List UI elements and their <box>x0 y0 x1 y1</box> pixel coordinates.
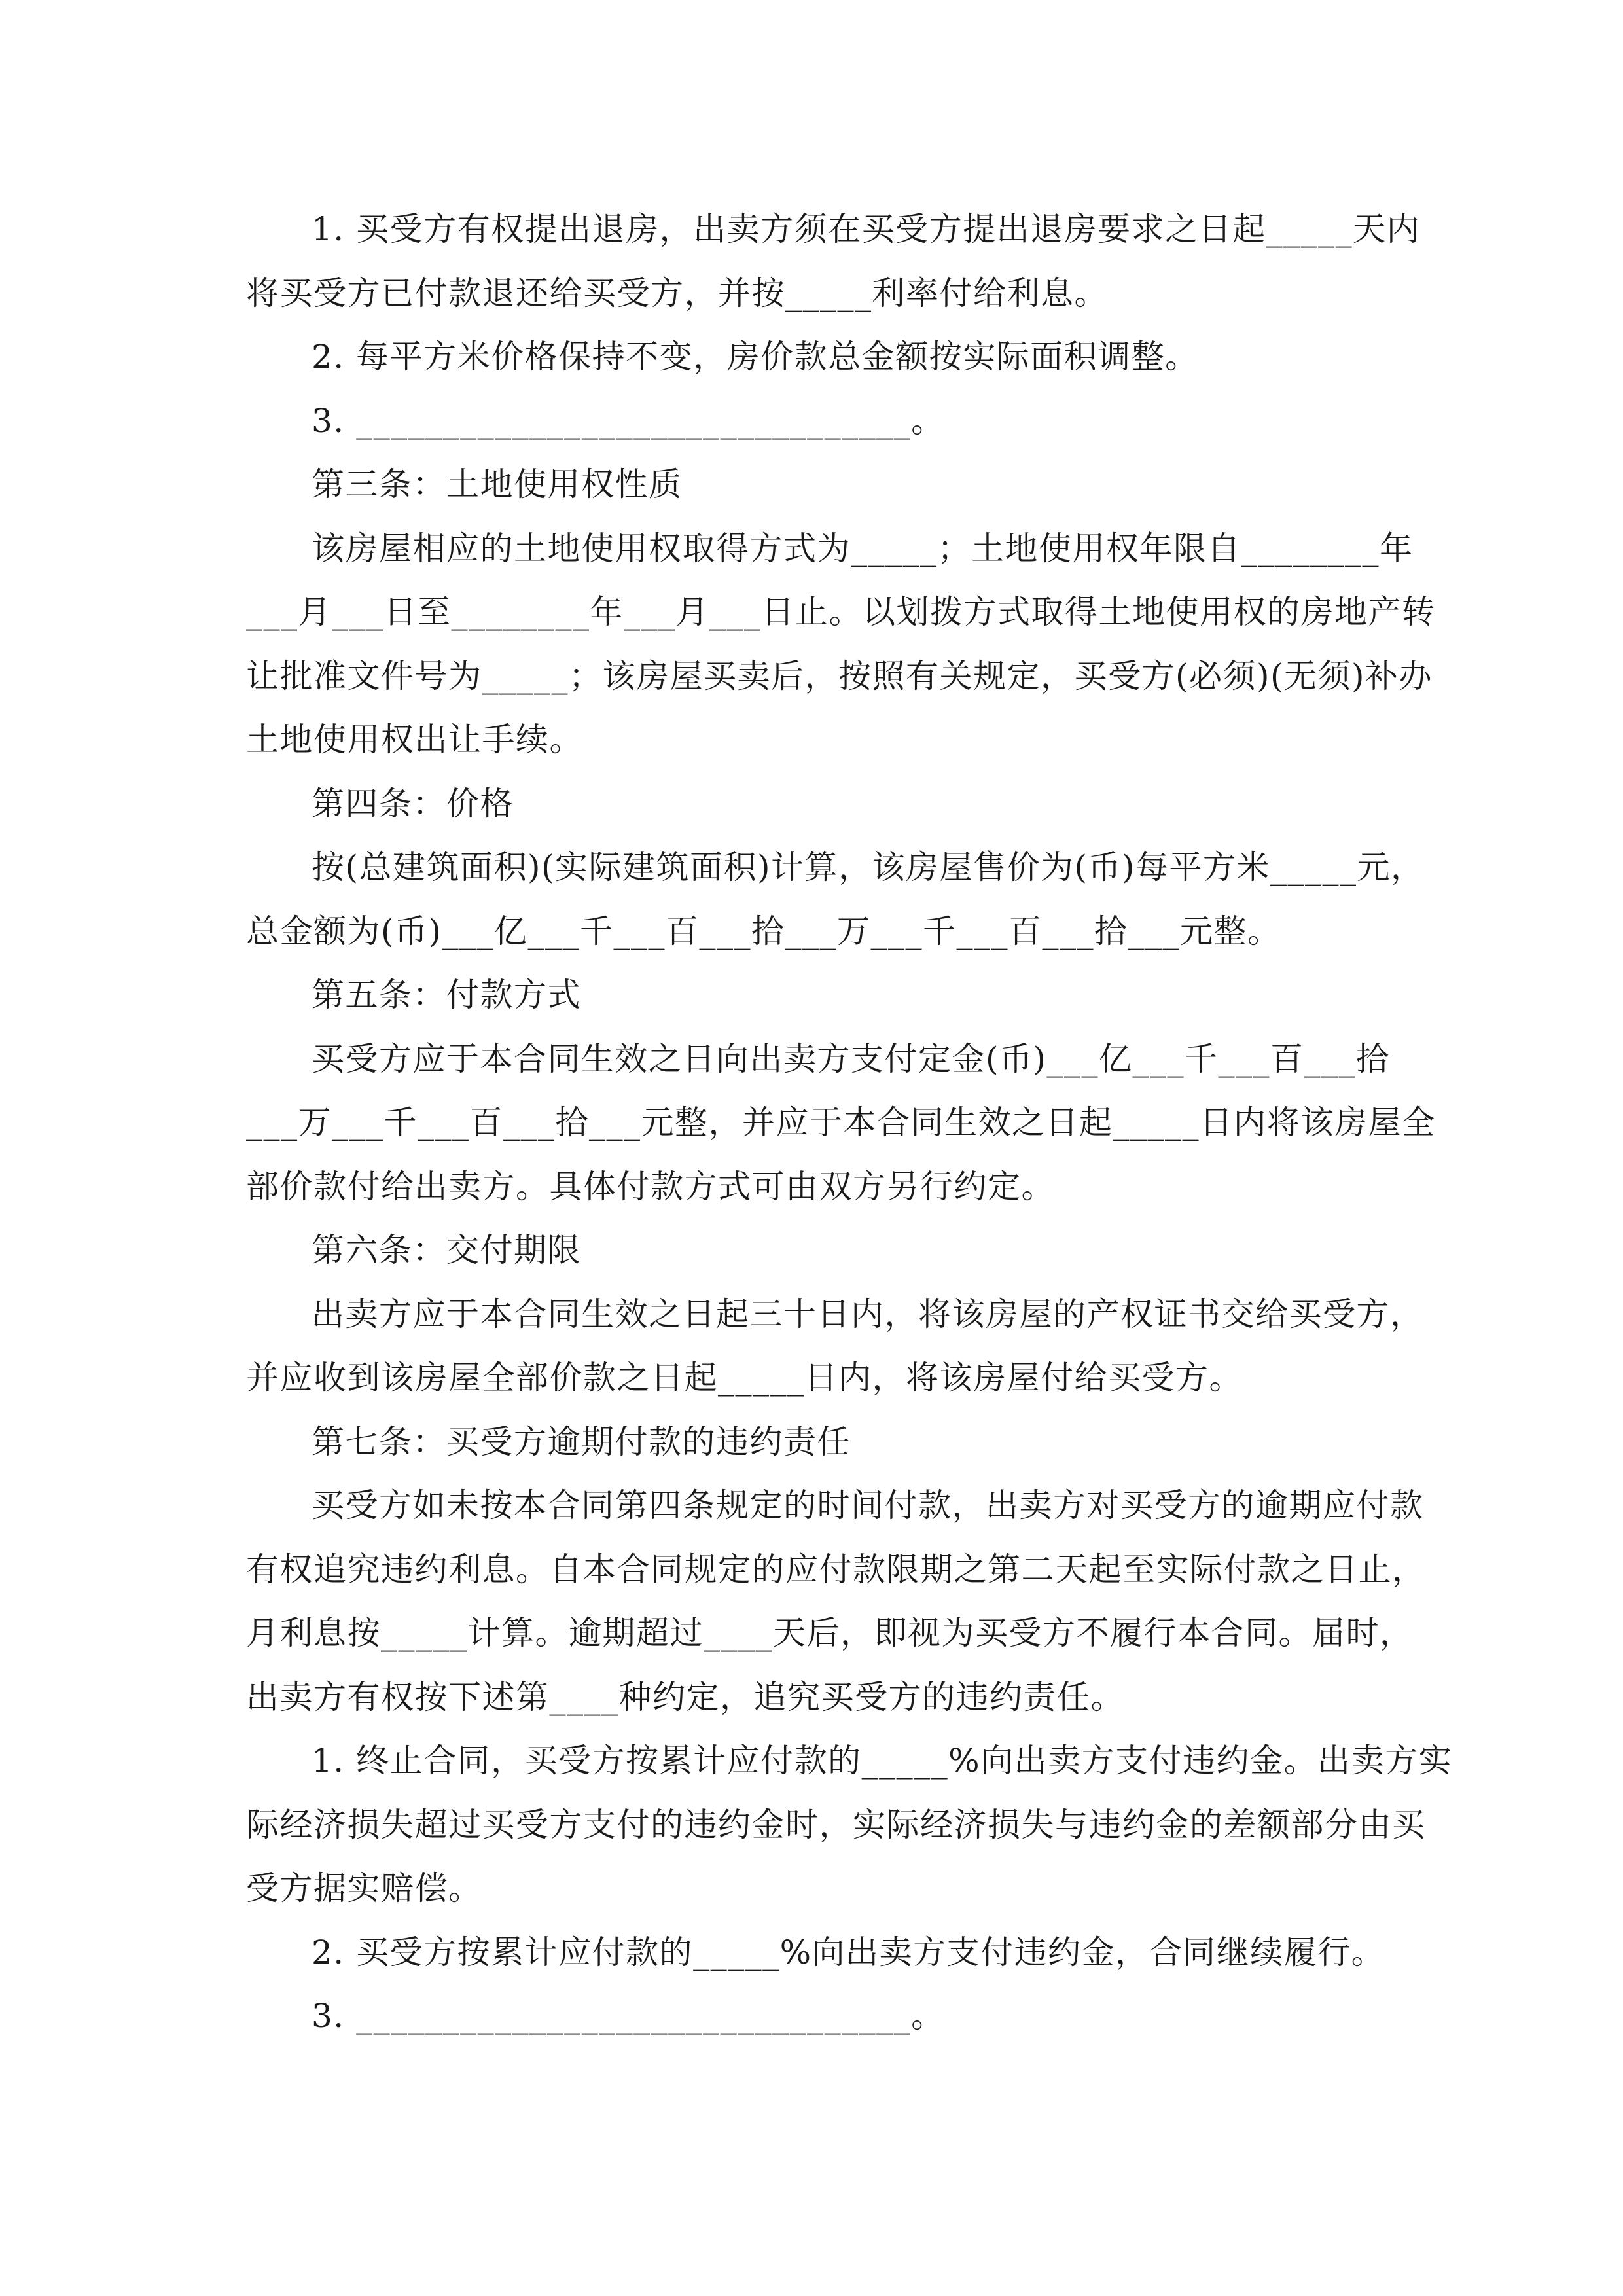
text-line: 让批准文件号为_____；该房屋买卖后，按照有关规定，买受方(必须)(无须)补办 <box>246 656 1433 695</box>
text-line: 土地使用权出让手续。 <box>246 721 583 759</box>
text-line: 受方据实赔偿。 <box>246 1869 482 1907</box>
text-line: 有权追究违约利息。自本合同规定的应付款限期之第二天起至实际付款之日止， <box>246 1550 1426 1588</box>
text-line: 2. 买受方按累计应付款的_____%向出卖方支付违约金，合同继续履行。 <box>312 1933 1385 1971</box>
text-line: 买受方如未按本合同第四条规定的时间付款，出卖方对买受方的逾期应付款 <box>312 1486 1424 1524</box>
text-line: 际经济损失超过买受方支付的违约金时，实际经济损失与违约金的差额部分由买 <box>246 1805 1426 1844</box>
text-line: 按(总建筑面积)(实际建筑面积)计算，该房屋售价为(币)每平方米_____元， <box>312 848 1425 886</box>
text-line: 3. ________________________________。 <box>312 401 945 440</box>
text-line: 部价款付给出卖方。具体付款方式可由双方另行约定。 <box>246 1167 1055 1206</box>
text-line: 买受方应于本合同生效之日向出卖方支付定金(币)___亿___千___百___拾 <box>312 1039 1390 1078</box>
text-line: 出卖方有权按下述第____种约定，追究买受方的违约责任。 <box>246 1677 1124 1716</box>
text-line: 1. 终止合同，买受方按累计应付款的_____%向出卖方支付违约金。出卖方实 <box>312 1742 1453 1780</box>
text-line: 第三条：土地使用权性质 <box>312 465 683 503</box>
text-line: 1. 买受方有权提出退房，出卖方须在买受方提出退房要求之日起_____天内 <box>312 210 1421 248</box>
text-line: 总金额为(币)___亿___千___百___拾___万___千___百___拾___元整。 <box>246 912 1281 950</box>
document-body <box>246 198 1453 2049</box>
text-line: 第七条：买受方逾期付款的违约责任 <box>312 1422 851 1461</box>
text-line: 3. ________________________________。 <box>312 1997 945 2035</box>
text-line: 第四条：价格 <box>312 784 514 823</box>
text-line: 将买受方已付款退还给买受方，并按_____利率付给利息。 <box>246 274 1108 312</box>
text-line: 2. 每平方米价格保持不变，房价款总金额按实际面积调整。 <box>312 338 1199 376</box>
text-line: ___月___日至________年___月___日止。以划拨方式取得土地使用权的房地产转 <box>246 593 1436 631</box>
text-line: 第六条：交付期限 <box>312 1231 581 1269</box>
text-line: 并应收到该房屋全部价款之日起_____日内，将该房屋付给买受方。 <box>246 1359 1243 1397</box>
text-line: ___万___千___百___拾___元整，并应于本合同生效之日起_____日内将该房屋全 <box>246 1103 1436 1141</box>
text-line: 出卖方应于本合同生效之日起三十日内，将该房屋的产权证书交给买受方， <box>312 1295 1424 1333</box>
text-line: 月利息按_____计算。逾期超过____天后，即视为买受方不履行本合同。届时， <box>246 1614 1414 1652</box>
text-line: 第五条：付款方式 <box>312 976 581 1014</box>
text-line: 该房屋相应的土地使用权取得方式为_____；土地使用权年限自________年 <box>312 529 1414 567</box>
